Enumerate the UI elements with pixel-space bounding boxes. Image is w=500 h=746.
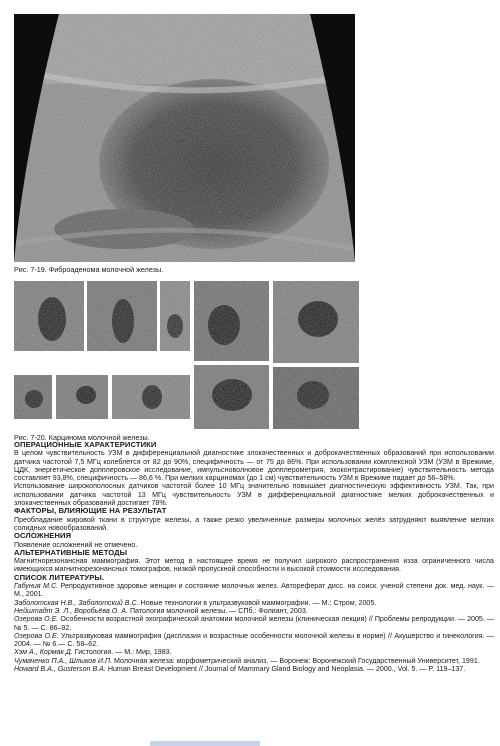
article-body: [14, 441, 494, 673]
carcinoma-image-7: [56, 375, 108, 419]
reference-item: Заболотская Н.В., Заболотский В.С. Новые технологии в ультразвуковой маммографии. — М.: Стром, 2005.: [14, 598, 377, 607]
carcinoma-ultrasound-grid: [14, 281, 359, 431]
carcinoma-image-9: [194, 365, 269, 429]
paragraph-wideband-probes: Использование широкополосных датчиков частотой более 10 МГц значительно повышает диагностическую эффективность УЗМ. Так, при использовании датчика частотой 13 МГц чувствительность УЗМ в дифференциальной диагностике мелких доброкачественных и злокачественных образований достигает 78%.: [14, 482, 494, 508]
heading-factors: ФАКТОРЫ, ВЛИЯЮЩИЕ НА РЕЗУЛЬТАТ: [14, 506, 167, 516]
carcinoma-image-6: [14, 375, 52, 419]
carcinoma-image-2: [87, 281, 157, 351]
reference-item: Озерова О.Е. Особенности возрастной эхографической анатомии молочной железы (клиническая лекция) // Проблемы репродукции. — 2005. — № 5. — С. 86–92.: [14, 615, 494, 632]
reference-item: Габуния М.С. Репродуктивное здоровье женщин и состояние молочных желез. Автореферат дисс. на соиск. ученой степени док. мед. наук. — М., 2001.: [14, 582, 494, 599]
paragraph-alternative-methods: Магнитнорезонансная маммография. Этот метод в настоящее время не получил широкого распространения изза ограниченного числа имеющихся магнитнорезонансных томографов, низкой пропускной способности и высокой стоимости исследования.: [14, 557, 494, 574]
carcinoma-image-8: [112, 375, 190, 419]
reference-list: [14, 582, 494, 673]
figure-7-19-caption: Рис. 7-19. Фиброаденома молочной железы.: [14, 265, 164, 274]
reference-item: Howard B.A., Gusterson B.A. Human Breast Development // Journal of Mammary Gland Biology and Neoplasia. — 2000., Vol. 5. — P. 119–137.: [14, 665, 466, 674]
fibroadenoma-ultrasound-image: [14, 14, 355, 262]
figure-7-20-caption: Рис. 7-20. Карцинома молочной железы.: [14, 433, 150, 442]
paragraph-complications: Появление осложнений не отмечено.: [14, 540, 138, 549]
reference-item: Озерова О.Е. Ультразвуковая маммография (дисплазия и возрастные особенности молочной железы в норме) // Акушерство и гинекология. — 2004. — № 6.— С. 58–62.: [14, 631, 494, 649]
carcinoma-image-4: [194, 281, 269, 361]
heading-alternative-methods: АЛЬТЕРНАТИВНЫЕ МЕТОДЫ: [14, 547, 128, 557]
heading-operational-characteristics: ОПЕРАЦИОННЫЕ ХАРАКТЕРИСТИКИ: [14, 440, 157, 449]
reference-item: Чумаченко П.А., Шлыков И.П. Молочная железа: морфометрический анализ. — Воронеж: Воронежский Государственный Университет, 1991.: [14, 656, 480, 665]
heading-complications: ОСЛОЖНЕНИЯ: [14, 531, 72, 541]
page-footer-band: [150, 741, 260, 746]
carcinoma-image-10: [273, 367, 359, 429]
paragraph-sensitivity: В целом чувствительность УЗМ в дифференциальной диагностике злокачественных и доброкачественных образований при использовании датчика частотой 7,5 МГц колеблется от 82 до 90%, специфичность — от 75 до 86%. При использовании комплексной УЗМ (УЗМ в Врежиме, ЦДК, энергетическое допплеровское исследование, импульсноволновое допплерометрия, эхоконтрастирование) чувствительность метода составляет 93,8%, специфичность — 86,6 %. При мелких карциномах (до 1 см) чувствительность УЗМ в Врежиме падает до 56–58%.: [14, 449, 494, 483]
paragraph-factors: Преобладание жировой ткани в структуре железы, а также резко увеличенные размеры молочных желёз затрудняют выявление мелких солидных новообразований.: [14, 515, 494, 532]
reference-item: Нейштадт Э. Л., Воробьёва О. А. Патология молочной железы. — СПб.: Фолиант, 2003.: [14, 606, 308, 615]
carcinoma-image-1: [14, 281, 84, 351]
heading-references: СПИСОК ЛИТЕРАТУРЫ.: [14, 572, 105, 582]
carcinoma-image-3: [160, 281, 190, 351]
reference-item: Хэм А., Кормак Д. Гистология. — М.: Мир, 1983.: [14, 648, 172, 657]
carcinoma-image-5: [273, 281, 359, 363]
